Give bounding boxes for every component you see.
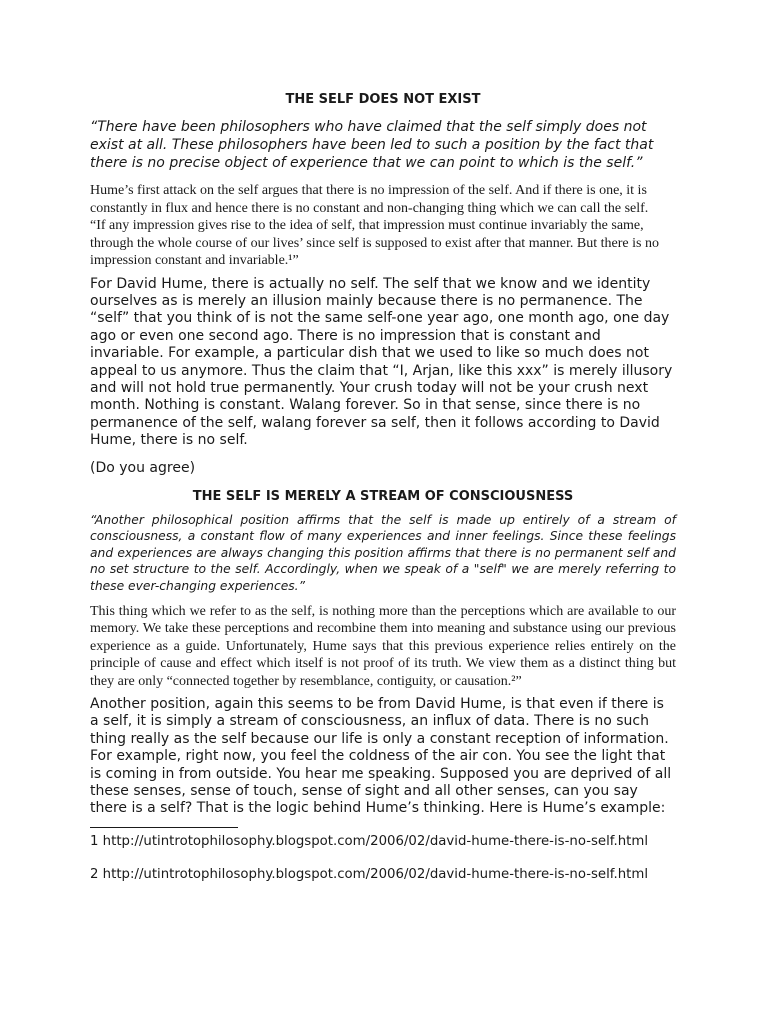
footnote-2: 2 http://utintrotophilosophy.blogspot.com/2006/02/david-hume-there-is-no-self.html — [90, 866, 649, 882]
hume-first-attack-paragraph: Hume’s first attack on the self argues that there is no impression of the self. And if there is one, it is constantly in flux and hence there is no constant and non-changing thing which we can call the self. — [90, 183, 649, 216]
page-content — [90, 92, 676, 884]
body-paragraph-stream: Another position, again this seems to be from David Hume, is that even if there is a self, it is simply a stream of consciousness, an influx of data. There is no such thing really as the self because our life is only a constant reception of information. For example, right now, you feel the coldness of the air con. You see the light that is coming in from outside. You hear me speaking. Supposed you are deprived of all these senses, sense of touch, sense of sight and all other senses, can you say there is a self? That is the logic behind Hume’s thinking. Here is Hume’s example: — [90, 696, 672, 817]
hume-excerpt-2: This thing which we refer to as the self, is nothing more than the perceptions which are available to our memory. We take these perceptions and recombine them into meaning and substance using our previous experience as a guide. Unfortunately, Hume says that this previous experience relies entirely on the principle of cause and effect which itself is not proof of its truth. We view them as a distinct thing but they are only “connected together by resemblance, contiguity, or causation.²” — [90, 603, 676, 689]
footnote-1: 1 http://utintrotophilosophy.blogspot.com/2006/02/david-hume-there-is-no-self.html — [90, 833, 649, 849]
section-heading-self-does-not-exist: THE SELF DOES NOT EXIST — [285, 92, 481, 107]
agree-prompt: (Do you agree) — [90, 459, 196, 476]
body-paragraph-no-self: For David Hume, there is actually no self. The self that we know and we identity ourselves as is merely an illusion mainly because there is no permanence. The “self” that you think of is not the same self-one year ago, one month ago, one day ago or even one second ago. There is no impression that is constant and invariable. For example, a particular dish that we used to like so much does not appeal to us anymore. Thus the claim that “I, Arjan, like this xxx” is merely illusory and will not hold true permanently. Your crush today will not be your crush next month. Nothing is constant. Walang forever. So in that sense, since there is no permanence of the self, walang forever sa self, then it follows according to David Hume, there is no self. — [90, 275, 673, 449]
footnote-divider — [90, 827, 238, 828]
section-heading-stream-of-consciousness: THE SELF IS MERELY A STREAM OF CONSCIOUSNESS — [192, 488, 574, 504]
stream-quote: “Another philosophical position affirms that the self is made up entirely of a stream of consciousness, a constant flow of many experiences and inner feelings. Since these feelings and experiences are always changing this position affirms that there is no permanent self and no set structure to the self. Accordingly, when we speak of a "self" we are merely referring to these ever-changing experiences.” — [90, 512, 676, 593]
opening-quote: “There have been philosophers who have claimed that the self simply does not exist at all. These philosophers have been led to such a position by the fact that there is no precise object of experience that we can point to which is the self.” — [90, 119, 654, 171]
hume-impression-quote: “If any impression gives rise to the idea of self, that impression must continue invariably the same, through the whole course of our lives’ since self is supposed to exist after that manner. But there is no impression constant and invariable.¹” — [90, 218, 659, 268]
hume-excerpt-1 — [90, 182, 676, 270]
